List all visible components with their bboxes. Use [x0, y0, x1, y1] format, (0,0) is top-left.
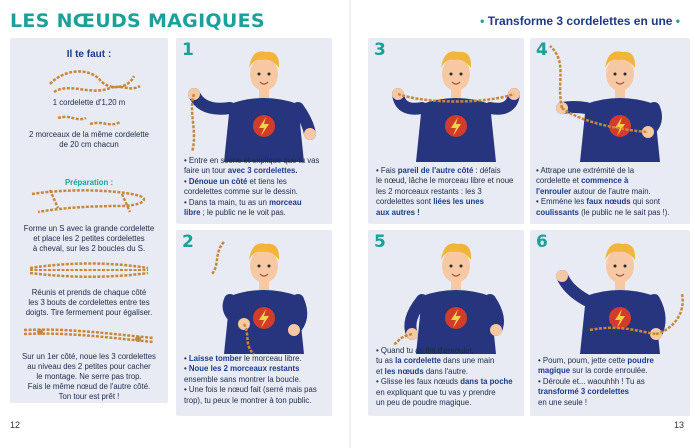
boy-figure	[394, 243, 502, 354]
step-text-segment: : défais	[473, 166, 501, 175]
step-text-segment: •	[184, 364, 189, 374]
prep-step-3-line-3: le montage. Ne serre pas trop.	[36, 372, 142, 381]
step-text-line	[538, 366, 688, 376]
step-text-line	[376, 367, 522, 377]
step-text-emphasis: magique	[538, 366, 571, 376]
step-panel-6	[530, 230, 690, 416]
step-number: 3	[374, 40, 386, 60]
step-panel-1	[176, 38, 332, 224]
boy-figure	[550, 46, 660, 162]
prep-step-1-line-2: et place les 2 petites cordelettes	[33, 234, 145, 243]
step-text-segment: (le public ne le sait pas !).	[578, 207, 670, 217]
step-text-line	[376, 398, 522, 408]
step-text-line	[376, 166, 520, 176]
hand	[288, 324, 300, 336]
step-text-line	[184, 177, 328, 187]
page-number-left: 12	[10, 420, 21, 430]
step-text	[184, 156, 328, 218]
step-text-line	[376, 377, 522, 387]
step-text-emphasis: morceau	[269, 197, 302, 207]
step-number: 2	[182, 232, 194, 252]
step-text-segment: • Une fois le nœud fait (serré mais pas	[184, 385, 317, 395]
prep-step-3-line-1: Sur un 1er côté, noue les 3 cordelettes	[22, 352, 156, 361]
step-text-segment: • Glisse les faux nœuds	[376, 377, 461, 387]
step-text-segment: les 2 morceaux restants : les 3	[376, 186, 482, 196]
step-text	[536, 166, 688, 218]
prep-step-3-line-5: Ton tour est prêt !	[58, 392, 120, 401]
step-panel-5	[368, 230, 524, 416]
step-text-segment: cordelettes sont	[376, 197, 434, 207]
step-text-segment: sur la corde enroulée.	[570, 366, 648, 376]
step-text-segment: faire un tour	[184, 166, 228, 176]
step-text	[538, 356, 688, 408]
step-text-emphasis: commence à	[581, 176, 629, 186]
step-text-emphasis: les nœuds	[384, 366, 424, 376]
step-text-line	[538, 356, 688, 366]
boy-illustration	[530, 42, 690, 162]
material-item-2b: de 20 cm chacun	[59, 140, 119, 149]
step-text	[376, 166, 520, 218]
subtitle-bullet: •	[675, 14, 680, 28]
step-text-segment: tu as	[376, 356, 396, 366]
step-text-line	[184, 187, 328, 197]
step-text-emphasis: l'enrouler	[536, 186, 572, 196]
step-text-line	[376, 208, 520, 218]
page-subtitle	[480, 14, 680, 28]
step-text-line	[538, 387, 688, 397]
hand	[556, 270, 568, 282]
boy-figure	[392, 51, 520, 162]
hand	[304, 128, 316, 140]
step-text-emphasis: Dénoue un côté	[188, 176, 248, 186]
step-text-segment: • Emmène les	[536, 197, 587, 207]
step-text-line	[376, 187, 520, 197]
page-title: LES NŒUDS MAGIQUES	[10, 10, 265, 32]
prep-step-1-line-1: Forme un S avec la grande cordelette	[23, 224, 155, 233]
prep-step-1-line-3: à cheval, sur les 2 boucles du S.	[32, 244, 146, 253]
step-text-line	[184, 198, 328, 208]
step-text-segment: • Déroule et... waouhhh ! Tu as	[538, 376, 645, 386]
step-text-emphasis: Noue les 2 morceaux restants	[188, 364, 300, 374]
step-text-segment: • Dans ta main, tu as un	[184, 197, 270, 207]
step-text-segment: en une seule !	[538, 397, 587, 407]
step-text-line	[536, 187, 688, 197]
step-number: 1	[182, 40, 194, 60]
materials-sidebar	[10, 38, 168, 403]
step-text-line	[536, 166, 688, 176]
step-text-emphasis: dans ta poche	[460, 377, 513, 387]
step-text-segment: cordelette et	[536, 176, 582, 186]
step-text-segment: trop), tu peux le montrer à ton public.	[184, 395, 312, 405]
material-item-1: 1 cordelette d'1,20 m	[52, 98, 126, 107]
boy-illustration	[530, 234, 690, 354]
subtitle-text: Transforme 3 cordelettes en une	[487, 14, 673, 28]
preparation-title: Préparation :	[64, 178, 114, 187]
knotted-cords-illustration	[10, 320, 168, 346]
boy-illustration	[176, 234, 332, 354]
short-cords-illustration	[10, 112, 168, 132]
page-number-right: 13	[674, 420, 685, 430]
prep-step-2-line-1: Réunis et prends de chaque côté	[31, 288, 147, 297]
boy-illustration	[368, 42, 524, 162]
gathered-cords-illustration	[10, 256, 168, 286]
step-text-segment: qui sont	[630, 197, 661, 207]
step-panel-2	[176, 230, 332, 416]
step-text-line	[536, 197, 688, 207]
step-text-segment: • Poum, poum, jette cette	[538, 356, 628, 365]
step-text-line	[536, 208, 688, 218]
step-text-segment: un peu de poudre magique.	[376, 398, 472, 408]
step-number: 6	[536, 232, 548, 252]
step-text-segment: et tiens les	[247, 176, 287, 186]
long-cord-illustration	[10, 62, 168, 102]
step-text-line	[376, 388, 522, 398]
step-text-emphasis: faux nœuds	[586, 197, 631, 207]
book-spine	[349, 0, 351, 448]
step-panel-4	[530, 38, 690, 224]
step-text-line	[184, 354, 328, 364]
step-text-segment: • Entre en scène et explique que tu vas	[184, 156, 320, 165]
step-text-line	[376, 346, 522, 356]
step-text-segment: • Attrape une extrémité de la	[536, 166, 635, 175]
prep-step-2-line-2: les 3 bouts de cordelettes entre tes	[28, 298, 150, 307]
prep-step-3-line-2: au niveau des 2 petites pour cacher	[27, 362, 151, 371]
step-text-segment: autour de l'autre main.	[571, 186, 651, 196]
step-text-segment: ; le public ne le voit pas.	[200, 208, 286, 218]
step-text-emphasis: aux autres !	[376, 207, 420, 217]
prep-step-3-line-4: Fais le même nœud de l'autre côté.	[27, 382, 151, 391]
boy-figure	[188, 51, 316, 162]
boy-figure	[556, 243, 683, 354]
step-text-segment: ensemble sans montrer la boucle.	[184, 374, 302, 384]
prep-step-2-line-3: doigts. Tire fermement pour égaliser.	[25, 308, 153, 317]
step-text-emphasis: libre	[184, 208, 201, 218]
step-text-line	[184, 364, 328, 374]
step-text-emphasis: avec 3 cordelettes.	[227, 166, 298, 176]
step-number: 5	[374, 232, 386, 252]
step-text-segment: le morceau libre.	[241, 354, 302, 363]
step-panel-3	[368, 38, 524, 224]
material-item-2a: 2 morceaux de la même cordelette	[28, 130, 150, 139]
step-text-segment: dans une main	[441, 356, 495, 366]
boy-illustration	[368, 234, 524, 346]
step-text-line	[184, 208, 328, 218]
step-text-emphasis: liées les unes	[433, 197, 484, 207]
step-text-emphasis: Laisse tomber	[188, 354, 242, 363]
step-text-emphasis: la cordelette	[395, 356, 442, 366]
step-text-line	[376, 197, 520, 207]
step-text-segment: en expliquant que tu vas y prendre	[376, 387, 496, 397]
step-text-line	[536, 176, 688, 186]
step-text-line	[538, 398, 688, 408]
step-text-line	[184, 375, 328, 385]
step-text-emphasis: pareil de l'autre côté	[397, 166, 474, 175]
step-text	[376, 346, 522, 408]
boy-illustration	[176, 42, 332, 152]
step-text-segment: • Quand tu as fini d'enrouler,	[376, 346, 474, 355]
step-text-segment: et	[376, 366, 385, 376]
step-text	[184, 354, 328, 406]
step-text-line	[184, 385, 328, 395]
step-text-segment: • Fais	[376, 166, 398, 175]
step-text-segment: •	[184, 176, 189, 186]
step-text-segment: le nœud, lâche le morceau libre et noue	[376, 176, 514, 186]
subtitle-bullet: •	[480, 14, 485, 28]
boy-figure	[212, 242, 304, 354]
s-shape-cord-illustration	[10, 186, 168, 220]
materials-title: Il te faut :	[66, 49, 112, 60]
step-text-line	[538, 377, 688, 387]
step-number: 4	[536, 40, 548, 60]
step-text-line	[376, 356, 522, 366]
step-text-emphasis: transformé 3 cordelettes	[538, 387, 629, 397]
hand	[490, 324, 502, 336]
step-text-emphasis: coulissants	[536, 207, 579, 217]
step-text-segment: dans l'autre.	[423, 366, 469, 376]
step-text-line	[184, 156, 328, 166]
step-text-line	[184, 166, 328, 176]
step-text-segment: cordelettes comme sur le dessin.	[184, 187, 298, 197]
step-text-line	[184, 396, 328, 406]
step-text-segment: •	[184, 354, 189, 363]
step-text-emphasis: poudre	[627, 356, 654, 365]
step-text-line	[376, 176, 520, 186]
